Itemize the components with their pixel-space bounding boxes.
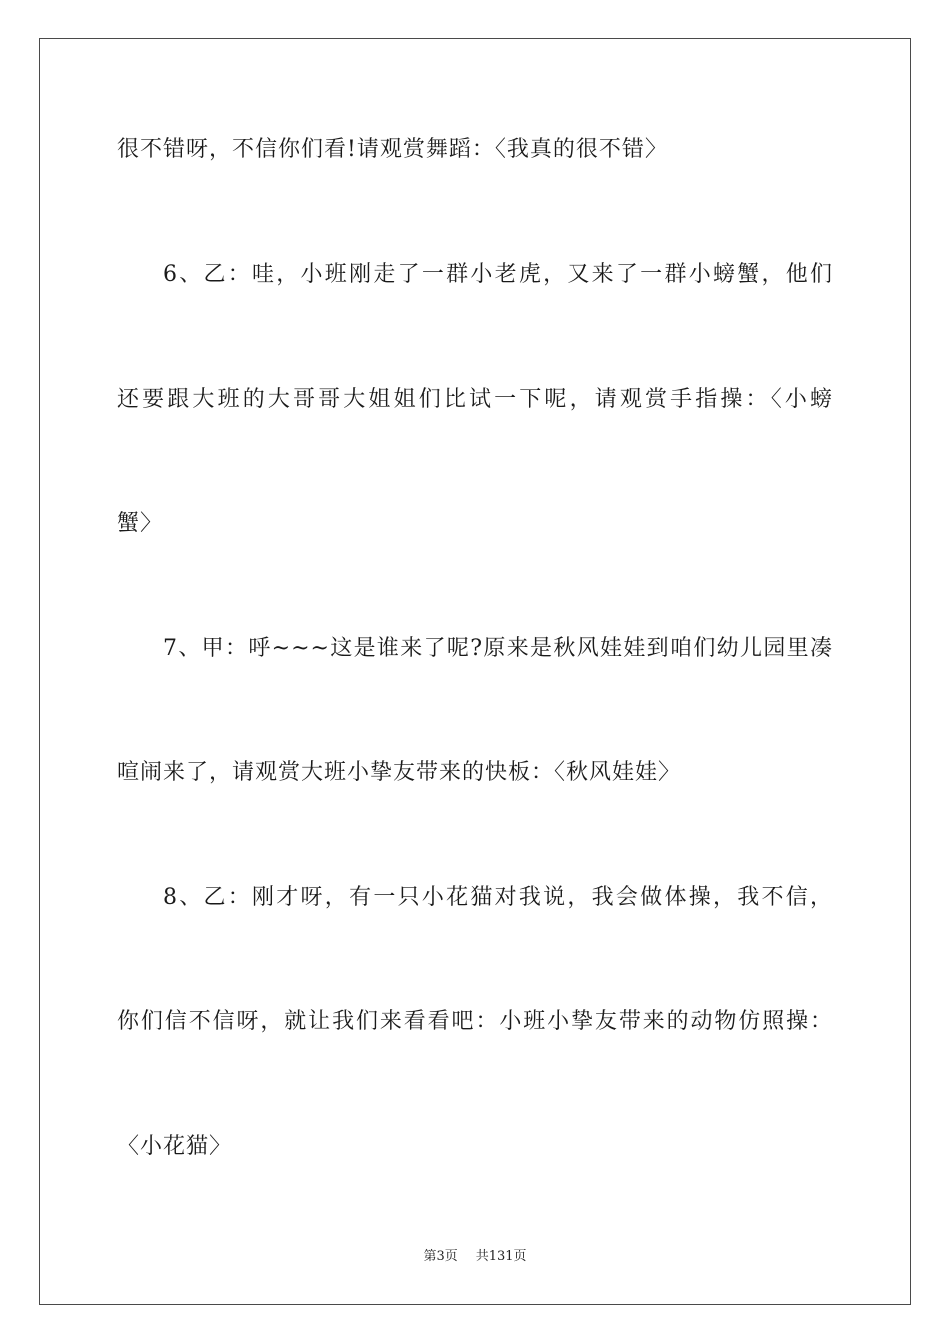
text-line-8: 你们信不信呀，就让我们来看看吧：小班小挚友带来的动物仿照操： [117, 1009, 833, 1034]
page-frame [39, 38, 911, 1305]
text-line-3: 还要跟大班的大哥哥大姐姐们比试一下呢，请观赏手指操：〈小螃 [117, 387, 833, 412]
text-line-4: 蟹〉 [117, 511, 164, 536]
text-line-1: 很不错呀，不信你们看!请观赏舞蹈：〈我真的很不错〉 [117, 137, 668, 162]
text-line-2: 6、乙：哇，小班刚走了一群小老虎，又来了一群小螃蟹，他们 [163, 262, 833, 287]
page-number-total: 共131页 [475, 1249, 527, 1264]
text-line-9: 〈小花猫〉 [117, 1134, 233, 1159]
page-footer [0, 1248, 950, 1266]
text-line-5: 7、甲：呼~~~这是谁来了呢?原来是秋风娃娃到咱们幼儿园里凑 [163, 636, 833, 661]
text-line-6: 喧闹来了，请观赏大班小挚友带来的快板：〈秋风娃娃〉 [117, 760, 682, 785]
text-line-7: 8、乙：刚才呀，有一只小花猫对我说，我会做体操，我不信， [163, 885, 833, 910]
page-number-current: 第3页 [423, 1249, 458, 1264]
